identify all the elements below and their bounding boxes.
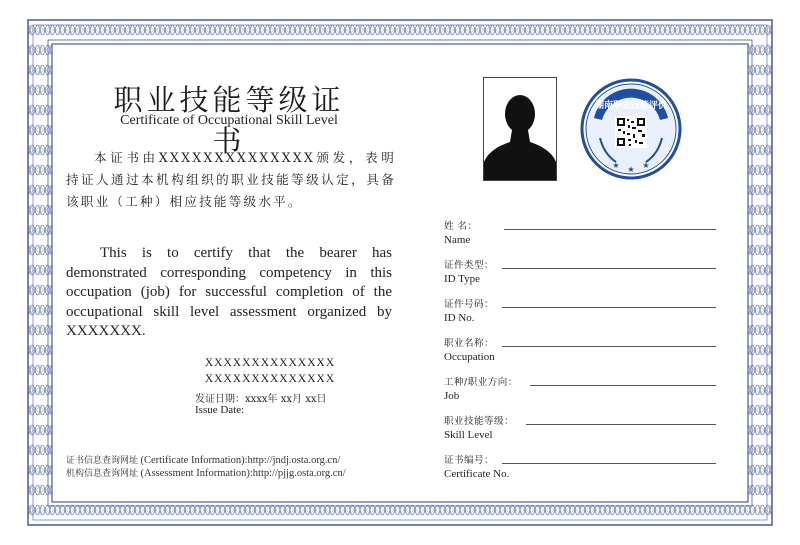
field-label-en: Occupation (444, 351, 495, 363)
title-english: Certificate of Occupational Skill Level (120, 113, 338, 128)
person-silhouette-icon (484, 78, 556, 180)
certification-text-english: This is to certify that the bearer has demonstrated corresponding competency in this occupation (job) for successful completion of the occupational skill level assessment organized by XXXXXXX. (66, 245, 392, 339)
field-label-zh: 工种/职业方向： (444, 377, 518, 388)
title-chinese: 职业技能等级证书 (113, 83, 345, 158)
field-label-zh: 姓 名： (444, 221, 478, 232)
field-label-en: Job (444, 390, 460, 402)
field-underline (504, 229, 716, 230)
field-label-en: Skill Level (444, 429, 493, 441)
field-label-en: Certificate No. (444, 468, 510, 480)
field-label-zh: 职业名称： (444, 338, 495, 349)
star-icon: ★ (612, 161, 620, 170)
field-label-zh: 证件号码： (444, 299, 495, 310)
issuer-line: XXXXXXXXXXXXXX (204, 357, 336, 369)
field-label-en: ID Type (444, 273, 480, 285)
field-underline (502, 307, 716, 308)
assessment-seal (580, 78, 682, 180)
qr-code-icon (615, 116, 647, 148)
field-label-zh: 证件类型： (444, 260, 495, 271)
field-underline (530, 385, 716, 386)
issue-date-english: Issue Date: (195, 404, 245, 416)
certificate-info-label: 证书信息查询网址 (66, 456, 139, 466)
field-underline (502, 346, 716, 347)
assessment-info-url (66, 466, 346, 479)
field-label-en: Name (444, 234, 471, 246)
certificate-info-url (66, 453, 340, 466)
assessment-info-text: (Assessment Information):http://pjjg.osta.org.cn/ (140, 468, 346, 479)
field-label-en: ID No. (444, 312, 475, 324)
issue-date-chinese: 发证日期：xxxx年 xx月 xx日 (195, 394, 327, 405)
star-icon: ★ (627, 165, 635, 174)
assessment-info-label: 机构信息查询网址 (66, 469, 139, 479)
holder-photo (483, 77, 557, 181)
field-underline (526, 424, 716, 425)
field-underline (502, 463, 716, 464)
certificate-info-text: (Certificate Information):http://jndj.osta.org.cn/ (140, 455, 341, 466)
certification-text-chinese: 本证书由XXXXXXXXXXXXXX颁发，表明持证人通过本机构组织的职业技能等级认定，具备该职业（工种）相应技能等级水平。 (66, 150, 396, 209)
issuer-line: XXXXXXXXXXXXXX (204, 373, 336, 385)
field-label-zh: 职业技能等级： (444, 416, 515, 427)
star-icon: ★ (642, 161, 650, 170)
field-label-zh: 证书编号： (444, 455, 495, 466)
field-underline (502, 268, 716, 269)
seal-text: 湖南职业技能评价 (594, 101, 668, 111)
